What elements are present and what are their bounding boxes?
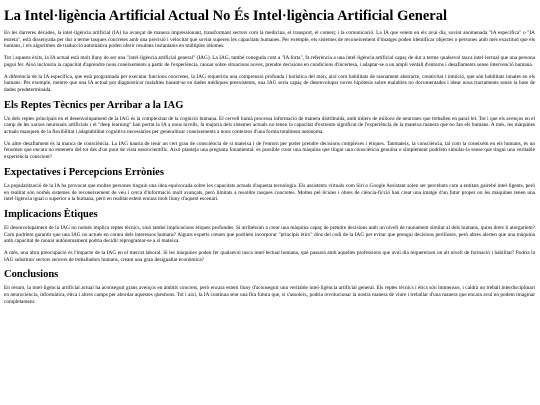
section-heading-reptes: Els Reptes Tècnics per Arribar a la IAG [4, 99, 184, 111]
section-paragraph: Un altre desafiament és la manca de consciència. La IAG hauria de tenir un cert grau de consciència de si mateixa i de l'entorn per poder prendre decisions complexes i ètiques. Tanmateix, la consciència, tal com la coneixem en els humans, és un fenomen que encara no entenem del tot des d'un punt de vista neurocientífic. Això planteja una pregunta fonamental: és possible crear una màquina que tingui una consciència genuïna o simplement podríem simular-la sense que tingui una veritable experiència conscient? [4, 140, 535, 161]
article-title: La Intel·ligència Artificial Actual No És Intel·ligència Artificial General [4, 8, 448, 24]
intro-paragraph: Tot i aquests èxits, la IA actual està molt lluny de ser una "intel·ligència artificial general" (IAG). La IAG, també coneguda com a "IA forta", fa referència a una intel·ligència artificial capaç de dur a terme qualsevol tasca intel·lectual que una persona pugui fer. Això inclouria la capacitat d'aprendre nous coneixements a partir de l'experiència, raonar sobre situacions noves, prendre decisions en condicions d'incertesa, i adaptar-se a un ampli ventall d'entorns i desafiaments sense intervenció humana. [4, 55, 535, 68]
intro-paragraph: En les darreres dècades, la intel·ligència artificial (IA) ha avançat de manera impressionant, transformant sectors com la medicina, el transport, el comerç i la comunicació. La IA que veiem en els avui dia, sovint anomenada "IA específica" o "IA estreta", està dissenyada per dur a terme tasques concretes amb una precisió i velocitat que sovint superen les capacitats humanes. Per exemple, els sistemes de reconeixement d'imatges poden identificar objectes o persones amb més exactitud que els humans, i els algoritmes de traducció automàtica poden oferir resultats instantanis en múltiples idiomes. [4, 30, 535, 50]
section-paragraph: A més, una altra preocupació és l'impacte de la IAG en el mercat laboral. Si les màquines poden fer qualsevol tasca intel·lectual humana, què passarà amb aquelles professions que avui dia requereixen un alt nivell de formació i habilitat? Podria la IAG substituir sectors sencers de treballadors humans, creant una gran desigualtat econòmica? [4, 250, 535, 263]
section-heading-conclusions: Conclusions [4, 269, 59, 281]
section-paragraph: La popularització de la IA ha provocat que moltes persones tinguin una idea equivocada sobre les capacitats actuals d'aquesta tecnologia. Els assistents virtuals com Siri o Google Assistant solen ser percebuts com a entitats gairebé intel·ligents, però en realitat són només sistemes de reconeixement de veu i cerca d'informació molt avançats, però limitats a resoldre tasques concretes. Moltes pel·lícules i obres de ciència-ficció han creat una imatge d'un futur proper on les màquines tenen una intel·ligència igual o superior a la humana, però en realitat estem encara molt lluny d'aquest escenari. [4, 182, 535, 203]
intro-paragraph: A diferència de la IA específica, que està programada per executar funcions concretes, la IAG requeriria una comprensió profunda i holística del món, així com habilitats de raonament abstracte, creativitat i intuïció, que són habilitats innates en els humans. Per exemple, mentre que una IA actual pot diagnosticar malalties basant-se en dades mèdiques preexistents, una IAG seria capaç de desenvolupar noves hipòtesis sobre malalties no documentades i idear nous tractaments sense la base de dades predeterminada. [4, 73, 535, 93]
section-paragraph: El desenvolupament de la IAG no només implica reptes tècnics, sinó també implicacions ètiques profundes. Si arribéssim a crear una màquina capaç de prendre decisions amb un nivell de raonament similar al dels humans, quins drets li atorgaríem? Com podríem garantir que una IAG no actués en contra dels interessos humans? Alguns experts creuen que podríem incorporar "principis ètics" dins del codi de la IAG per evitar que prengui decisions perilloses, però altres alerten que una màquina amb capacitat de raonar autònomament podria decidir reprogramar-se a si mateixa. [4, 224, 535, 245]
section-heading-implicacions: Implicacions Ètiques [4, 208, 98, 220]
section-heading-expectatives: Expectatives i Percepcions Errònies [4, 166, 164, 178]
section-paragraph: Un dels reptes principals en el desenvolupament de la IAG és la complexitat de la cognició humana. El cervell humà processa informació de manera distribuïda, amb milers de milions de neurones que treballen en paral·lel. Tot i que els avenços en el camp de les xarxes neuronals artificials i el "deep learning" han portat la IA a nous nivells, la majoria dels sistemes actuals no tenen la capacitat d'extreure significat de l'experiència de la mateixa manera que ho fan els humans. A més, les màquines actuals manquen de la flexibilitat i adaptabilitat cognitiva necessàries per generalitzar coneixements a nous contextos d'una forma totalment autònoma. [4, 115, 535, 136]
section-paragraph: En resum, la intel·ligència artificial actual ha aconseguit grans avenços en àmbits concrets, però encara estem lluny d'aconseguir una veritable intel·ligència artificial general. Els reptes tècnics i ètics són immensos, i caldrà un treball interdisciplinari en neurociència, informàtica, ètica i altres camps per abordar aquestes qüestions. Tot i així, la IA continua sent una fita futura que, si s'assoleix, podria revolucionar la nostra manera de viure i treballar d'una manera que encara avui no podem imaginar completament. [4, 285, 535, 305]
